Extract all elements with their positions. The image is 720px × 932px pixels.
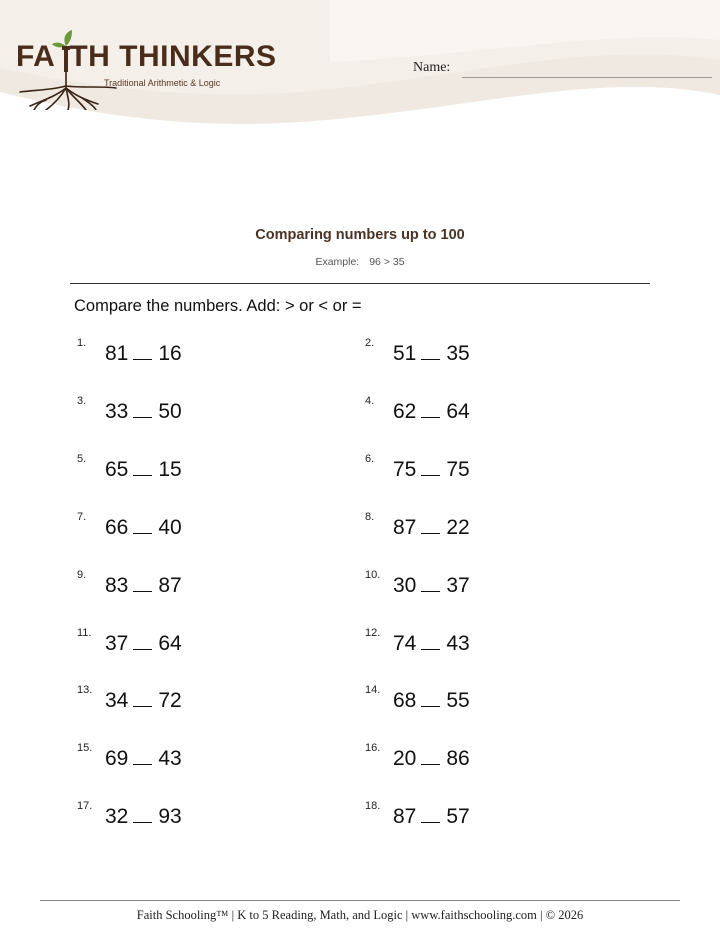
problem-number: 13. <box>77 684 93 697</box>
left-number: 37 <box>105 631 129 655</box>
problem-expression <box>105 511 182 540</box>
problem-number: 1. <box>77 337 87 349</box>
answer-blank[interactable] <box>133 627 152 650</box>
right-number: 86 <box>446 747 470 771</box>
left-number: 32 <box>105 805 129 829</box>
answer-blank[interactable] <box>133 337 152 360</box>
answer-blank[interactable] <box>133 569 152 592</box>
answer-blank[interactable] <box>421 511 440 534</box>
answer-blank[interactable] <box>421 742 440 765</box>
answer-blank[interactable] <box>133 684 152 707</box>
left-number: 75 <box>393 457 417 481</box>
problem-number: 18. <box>365 800 381 813</box>
left-number: 69 <box>105 747 129 771</box>
right-number: 57 <box>446 805 470 829</box>
problem-expression <box>393 800 470 829</box>
example-line <box>0 256 720 268</box>
problem-expression <box>393 569 470 598</box>
problem-expression <box>105 800 182 829</box>
right-number: 40 <box>158 515 182 539</box>
problem-expression <box>393 511 470 540</box>
answer-blank[interactable] <box>421 800 440 823</box>
answer-blank[interactable] <box>421 337 440 360</box>
logo-title: FA TH THINKERS <box>16 40 277 73</box>
problem-number: 10. <box>365 568 381 581</box>
problem-expression <box>105 627 182 656</box>
problem-expression <box>105 569 182 598</box>
left-number: 51 <box>393 342 417 365</box>
footer-divider <box>40 900 680 901</box>
left-number: 87 <box>393 805 417 829</box>
answer-blank[interactable] <box>421 569 440 592</box>
problem-number: 17. <box>77 800 93 813</box>
answer-blank[interactable] <box>421 453 440 476</box>
right-number: 37 <box>446 573 470 597</box>
answer-blank[interactable] <box>133 800 152 823</box>
problem-expression <box>393 627 470 656</box>
right-number: 15 <box>158 457 182 481</box>
problem-expression <box>105 395 182 424</box>
left-number: 34 <box>105 689 129 713</box>
instructions: Compare the numbers. Add: > or < or = <box>74 297 362 315</box>
problem-number: 8. <box>365 510 375 523</box>
left-number: 74 <box>393 631 417 655</box>
problem-number: 9. <box>77 568 87 581</box>
right-number: 72 <box>158 689 182 713</box>
divider <box>70 283 650 284</box>
problem-expression <box>393 395 470 424</box>
right-number: 87 <box>158 573 182 597</box>
answer-blank[interactable] <box>133 395 152 418</box>
problem-number: 4. <box>365 394 375 407</box>
problem-expression <box>393 337 470 366</box>
name-field[interactable] <box>462 77 712 78</box>
right-number: 43 <box>446 631 470 655</box>
problem-number: 16. <box>365 742 381 755</box>
answer-blank[interactable] <box>421 684 440 707</box>
problem-number: 3. <box>77 394 87 407</box>
right-number: 16 <box>158 342 182 365</box>
problem-expression <box>105 684 182 713</box>
problem-number: 2. <box>365 337 375 349</box>
problem-expression <box>105 742 182 771</box>
right-number: 22 <box>446 515 470 539</box>
left-number: 81 <box>105 342 129 365</box>
faith-thinkers-logo <box>6 30 277 110</box>
problem-number: 14. <box>365 684 381 697</box>
left-number: 30 <box>393 573 417 597</box>
problem-expression <box>105 337 182 366</box>
problem-number: 11. <box>77 626 92 639</box>
right-number: 55 <box>446 689 470 713</box>
example-label: Example: <box>315 256 360 268</box>
left-number: 83 <box>105 573 129 597</box>
right-number: 50 <box>158 399 182 423</box>
left-number: 66 <box>105 515 129 539</box>
example-value: 96 > 35 <box>369 256 405 268</box>
left-number: 68 <box>393 689 417 713</box>
answer-blank[interactable] <box>421 627 440 650</box>
right-number: 35 <box>446 342 470 365</box>
answer-blank[interactable] <box>421 395 440 418</box>
right-number: 64 <box>158 631 182 655</box>
right-number: 93 <box>158 805 182 829</box>
name-label: Name: <box>413 60 451 75</box>
left-number: 87 <box>393 515 417 539</box>
problem-number: 6. <box>365 452 375 465</box>
left-number: 62 <box>393 399 417 423</box>
problem-expression <box>393 453 470 482</box>
worksheet-title: Comparing numbers up to 100 <box>255 227 465 243</box>
answer-blank[interactable] <box>133 453 152 476</box>
problem-number: 12. <box>365 626 381 639</box>
problem-number: 5. <box>77 452 87 465</box>
logo-subtitle: Traditional Arithmetic & Logic <box>104 78 221 88</box>
left-number: 65 <box>105 457 129 481</box>
problem-number: 15. <box>77 742 93 755</box>
problem-expression <box>105 453 182 482</box>
problem-expression <box>393 684 470 713</box>
problem-number: 7. <box>77 510 87 523</box>
right-number: 43 <box>158 747 182 771</box>
footer-text: Faith Schooling™ | K to 5 Reading, Math, and Logic | www.faithschooling.com | © 2026 <box>136 908 584 922</box>
answer-blank[interactable] <box>133 511 152 534</box>
left-number: 33 <box>105 399 129 423</box>
answer-blank[interactable] <box>133 742 152 765</box>
problem-expression <box>393 742 470 771</box>
right-number: 75 <box>446 457 470 481</box>
right-number: 64 <box>446 399 470 423</box>
left-number: 20 <box>393 747 417 771</box>
